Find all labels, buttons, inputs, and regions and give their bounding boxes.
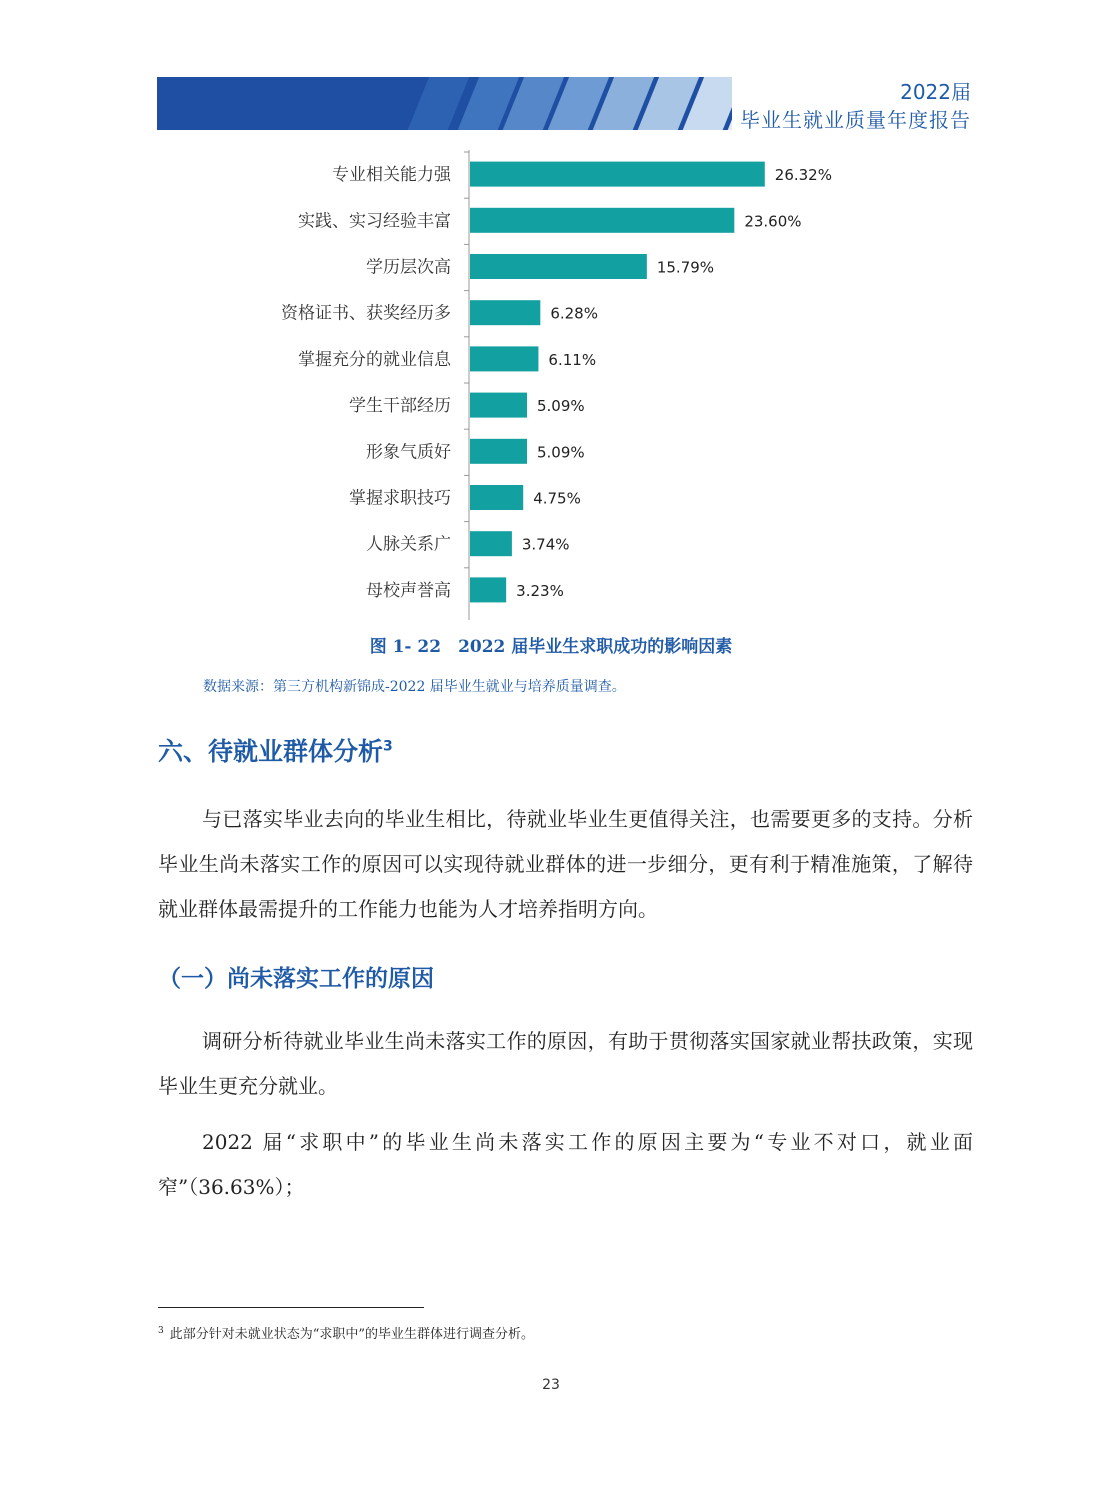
bar: [470, 485, 523, 510]
data-source: 数据来源：第三方机构新锦成-2022 届毕业生就业与培养质量调查。: [203, 679, 626, 695]
value-label: 15.79%: [656, 258, 715, 277]
value-label: 3.74%: [521, 535, 570, 554]
bar: [470, 531, 512, 556]
value-label: 3.23%: [516, 581, 564, 600]
bar: [470, 162, 765, 187]
category-label: 专业相关能力强: [332, 165, 451, 186]
bar: [470, 300, 540, 325]
figure-caption: 图 1- 22 2022 届毕业生求职成功的影响因素: [369, 637, 733, 657]
bar: [470, 254, 647, 279]
value-label: 5.09%: [537, 443, 585, 462]
category-label: 掌握求职技巧: [349, 488, 451, 509]
footnote-divider: [158, 1307, 424, 1308]
footnote-text: 此部分针对未就业状态为“求职中”的毕业生群体进行调查分析。: [169, 1327, 535, 1342]
category-label: 实践、实习经验丰富: [298, 211, 451, 232]
value-label: 6.28%: [550, 304, 598, 323]
subsection-paragraph-1: 调研分析待就业毕业生尚未落实工作的原因，有助于贯彻落实国家就业帮扶政策，实现毕业生更充分就业。: [158, 1029, 973, 1098]
footnote-mark: 3: [158, 1325, 164, 1336]
bar: [470, 577, 506, 602]
value-label: 6.11%: [548, 350, 597, 369]
bar: [470, 439, 527, 464]
category-label: 学历层次高: [366, 257, 451, 278]
subsection-heading: （一）尚未落实工作的原因: [158, 966, 434, 992]
header-title: 毕业生就业质量年度报告: [740, 108, 971, 132]
section-heading-text: 六、待就业群体分析: [158, 737, 384, 766]
section-heading: [158, 732, 393, 768]
bar: [470, 393, 527, 418]
category-label: 掌握充分的就业信息: [298, 349, 451, 370]
value-label: 4.75%: [533, 489, 581, 508]
category-label: 形象气质好: [366, 442, 451, 463]
header-year: 2022届: [900, 80, 971, 104]
category-label: 人脉关系广: [366, 534, 451, 555]
value-label: 23.60%: [744, 212, 802, 231]
category-label: 母校声誉高: [366, 580, 451, 601]
footnote-ref[interactable]: 3: [383, 738, 393, 755]
section-paragraph: 与已落实毕业去向的毕业生相比，待就业毕业生更值得关注，也需要更多的支持。分析毕业生尚未落实工作的原因可以实现待就业群体的进一步细分，更有利于精准施策，了解待就业群体最需提升的工作能力也能为人才培养指明方向。: [158, 807, 973, 921]
subsection-paragraph-2: 2022 届“求职中”的毕业生尚未落实工作的原因主要为“专业不对口，就业面窄”（36.63%）；: [158, 1130, 973, 1199]
category-label: 资格证书、获奖经历多: [281, 303, 451, 324]
footnote: [158, 1323, 534, 1342]
bar: [470, 346, 538, 371]
page-number: 23: [542, 1377, 560, 1393]
value-label: 26.32%: [774, 166, 832, 185]
header-banner: [157, 77, 732, 130]
value-label: 5.09%: [537, 397, 585, 416]
bar: [470, 208, 734, 233]
category-label: 学生干部经历: [349, 396, 451, 417]
bar-chart: [150, 150, 870, 620]
